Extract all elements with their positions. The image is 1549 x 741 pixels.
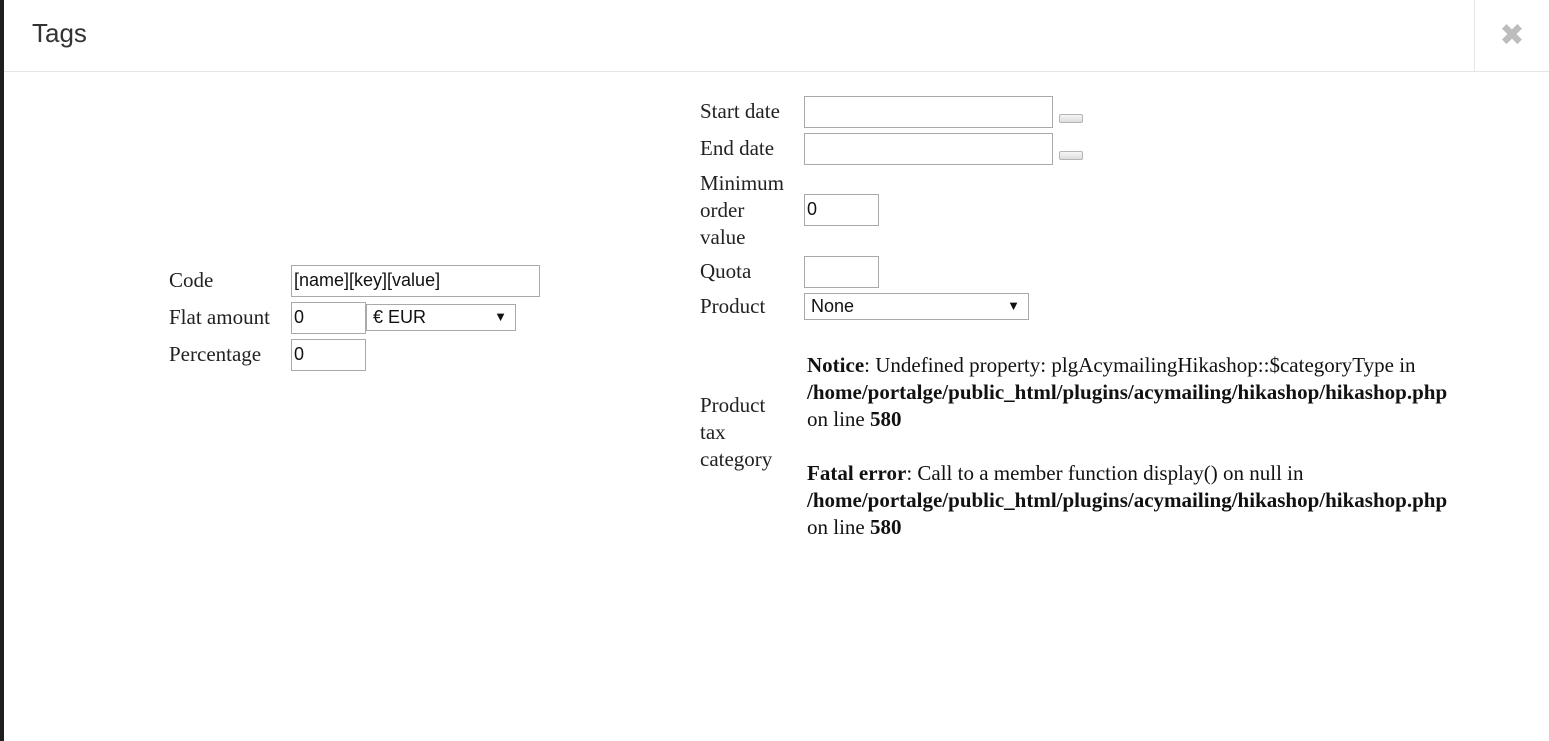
percentage-input[interactable]: 0 (291, 339, 366, 371)
currency-selected: € EUR (373, 307, 427, 327)
fatal-label: Fatal error (807, 461, 907, 485)
notice-path: /home/portalge/public_html/plugins/acymailing/hikashop/hikashop.php (807, 380, 1448, 404)
percentage-label: Percentage (169, 342, 262, 366)
quota-input[interactable] (804, 256, 879, 288)
min-order-input[interactable]: 0 (804, 194, 879, 226)
product-selected: None (811, 296, 855, 316)
dropdown-arrow-icon: ▼ (1007, 298, 1020, 313)
tax-label-line: category (700, 447, 773, 471)
fatal-line: 580 (870, 515, 902, 539)
currency-select[interactable] (366, 304, 516, 331)
close-icon: ✖ (1499, 18, 1525, 53)
notice-label: Notice (807, 353, 865, 377)
notice-text: : Undefined property: plgAcymailingHikashop::$categoryType in (864, 353, 1416, 377)
start-date-label: Start date (700, 99, 780, 123)
tax-label-line: tax (700, 420, 726, 444)
php-notice-message (807, 352, 1547, 433)
dialog-title: Tags (32, 18, 87, 48)
fatal-path: /home/portalge/public_html/plugins/acymailing/hikashop/hikashop.php (807, 488, 1448, 512)
php-fatal-error-message (807, 460, 1547, 541)
end-date-calendar-button[interactable] (1059, 151, 1083, 160)
flat-amount-label: Flat amount (169, 305, 270, 329)
fatal-text: : Call to a member function display() on null in (906, 461, 1304, 485)
quota-label: Quota (700, 259, 752, 283)
tax-label-line: Product (700, 393, 766, 417)
end-date-input[interactable] (804, 133, 1053, 165)
end-date-label: End date (700, 136, 775, 160)
notice-line: 580 (870, 407, 902, 431)
product-tax-category-label (700, 392, 772, 473)
min-order-label-line: value (700, 225, 746, 249)
min-order-label-line: Minimum (700, 171, 785, 195)
dialog-header (4, 0, 1549, 72)
flat-amount-input[interactable]: 0 (291, 302, 366, 334)
code-label: Code (169, 268, 214, 292)
code-input[interactable]: [name][key][value] (291, 265, 540, 297)
start-date-calendar-button[interactable] (1059, 114, 1083, 123)
start-date-input[interactable] (804, 96, 1053, 128)
close-button[interactable] (1474, 0, 1549, 72)
fatal-online: on line (807, 515, 870, 539)
tags-dialog (4, 0, 1549, 741)
min-order-label-line: order (700, 198, 745, 222)
notice-online: on line (807, 407, 870, 431)
product-label: Product (700, 294, 766, 318)
dropdown-arrow-icon: ▼ (494, 309, 507, 324)
product-select[interactable] (804, 293, 1029, 320)
min-order-label (700, 170, 784, 251)
